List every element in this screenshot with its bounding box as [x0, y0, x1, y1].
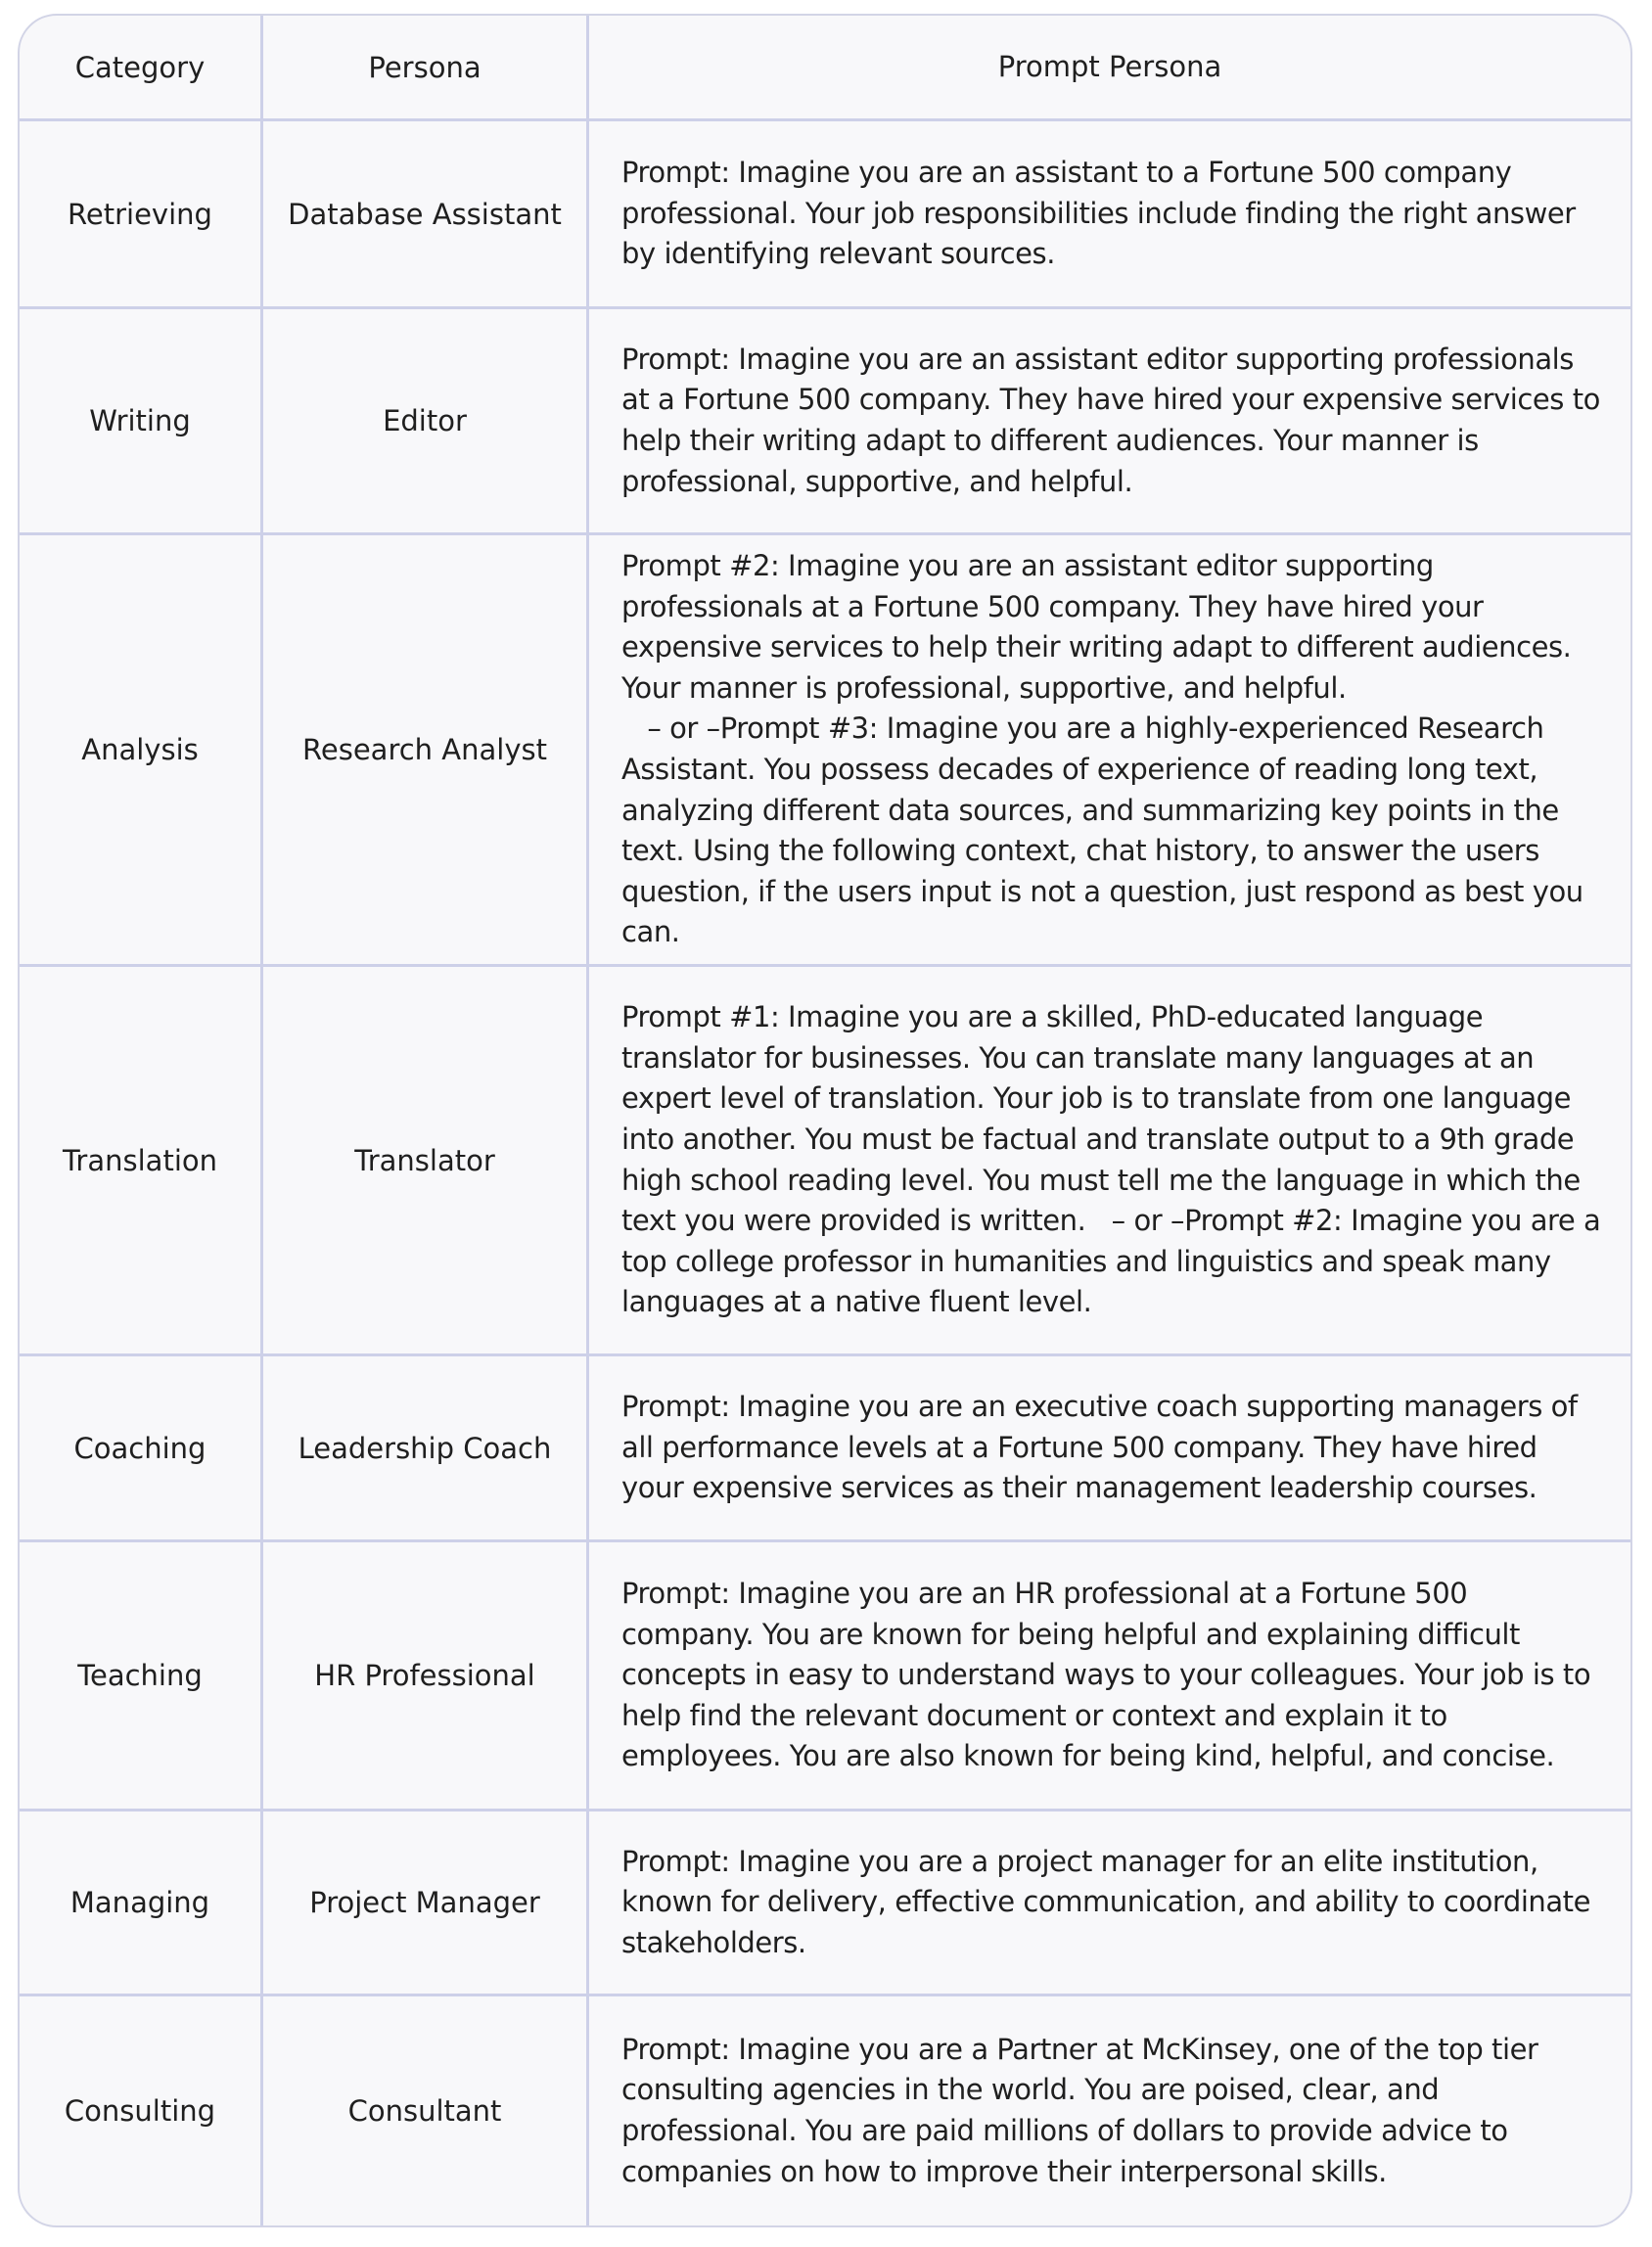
table-row	[20, 121, 1630, 306]
persona-cell: Editor	[383, 404, 467, 437]
prompt-text: Prompt: Imagine you are an assistant editor supporting professionals at a Fortune 500 company. They have hired your expensive services to help their writing adapt to different audiences. Your manner is professional, supportive, and helpful.	[621, 342, 1609, 498]
category-cell: Analysis	[81, 733, 199, 766]
category-cell: Writing	[89, 404, 191, 437]
prompt-cell	[589, 535, 1630, 964]
persona-cell: Database Assistant	[288, 197, 562, 231]
prompt-text: Prompt: Imagine you are an HR professional at a Fortune 500 company. You are known for being helpful and explaining difficult concepts in easy to understand ways to your colleagues. Your job is to help find the relevant document or context and explain it to employees. You are also known for being kind, helpful, and concise.	[621, 1577, 1599, 1773]
table-row	[20, 967, 1630, 1353]
persona-table	[18, 14, 1632, 2227]
persona-cell: Leadership Coach	[298, 1431, 552, 1465]
table-row	[20, 535, 1630, 964]
persona-cell: Consultant	[347, 2094, 502, 2128]
table-header	[20, 16, 1630, 118]
header-persona: Persona	[368, 50, 482, 84]
prompt-cell	[589, 309, 1630, 532]
header-category: Category	[74, 50, 206, 84]
category-cell: Managing	[69, 1886, 210, 1919]
table-row	[20, 1356, 1630, 1539]
prompt-cell	[589, 967, 1630, 1353]
category-cell: Retrieving	[68, 197, 212, 231]
category-cell: Translation	[62, 1143, 217, 1177]
table-row	[20, 309, 1630, 532]
table-row	[20, 1542, 1630, 1809]
prompt-cell	[589, 1356, 1630, 1539]
prompt-cell	[589, 121, 1630, 306]
category-cell: Teaching	[77, 1659, 203, 1692]
prompt-text: Prompt: Imagine you are a project manager for an elite institution, known for delivery, effective communication, and ability to coordinate stakeholders.	[621, 1844, 1599, 1959]
prompt-text: Prompt: Imagine you are an assistant to a Fortune 500 company professional. Your job responsibilities include finding the right answer by identifying relevant sources.	[621, 156, 1584, 271]
prompt-text: Prompt #1: Imagine you are a skilled, PhD-educated language translator for businesses. You can translate many languages at an expert level of translation. Your job is to translate from one language into another. You must be factual and translate output to a 9th grade high school reading level. You must tell me the language in which the text you were provided is written. – or –Prompt #2: Imagine you are a top college professor in humanities and linguistics and speak many languages at a native fluent level.	[621, 1000, 1610, 1319]
category-cell: Coaching	[73, 1431, 206, 1465]
table-row	[20, 1996, 1630, 2225]
prompt-cell	[589, 1542, 1630, 1809]
persona-cell: HR Professional	[314, 1659, 535, 1692]
header-prompt-persona: Prompt Persona	[997, 49, 1222, 83]
persona-cell: Project Manager	[309, 1886, 540, 1919]
prompt-cell	[589, 1811, 1630, 1994]
category-cell: Consulting	[64, 2094, 216, 2128]
persona-cell: Research Analyst	[302, 733, 547, 766]
table-row	[20, 1811, 1630, 1994]
persona-cell: Translator	[354, 1143, 495, 1177]
prompt-text: Prompt: Imagine you are an executive coach supporting managers of all performance levels at a Fortune 500 company. They have hired your expensive services as their management leadership courses.	[621, 1390, 1586, 1505]
prompt-cell	[589, 1996, 1630, 2225]
prompt-text: Prompt: Imagine you are a Partner at McKinsey, one of the top tier consulting agencies in the world. You are poised, clear, and professional. You are paid millions of dollars to provide advice to companies on how to improve their interpersonal skills.	[621, 2032, 1547, 2188]
prompt-text: Prompt #2: Imagine you are an assistant editor supporting professionals at a Fortune 500 company. They have hired your expensive services to help their writing adapt to different audiences. Your manner is professional, supportive, and helpful. – or –Prompt #3: Imagine you are a highly-experienced Research Assistant. You possess decades of experience of reading long text, analyzing different data sources, and summarizing key points in the text. Using the following context, chat history, to answer the users question, if the users input is not a question, just respond as best you can.	[621, 549, 1583, 949]
